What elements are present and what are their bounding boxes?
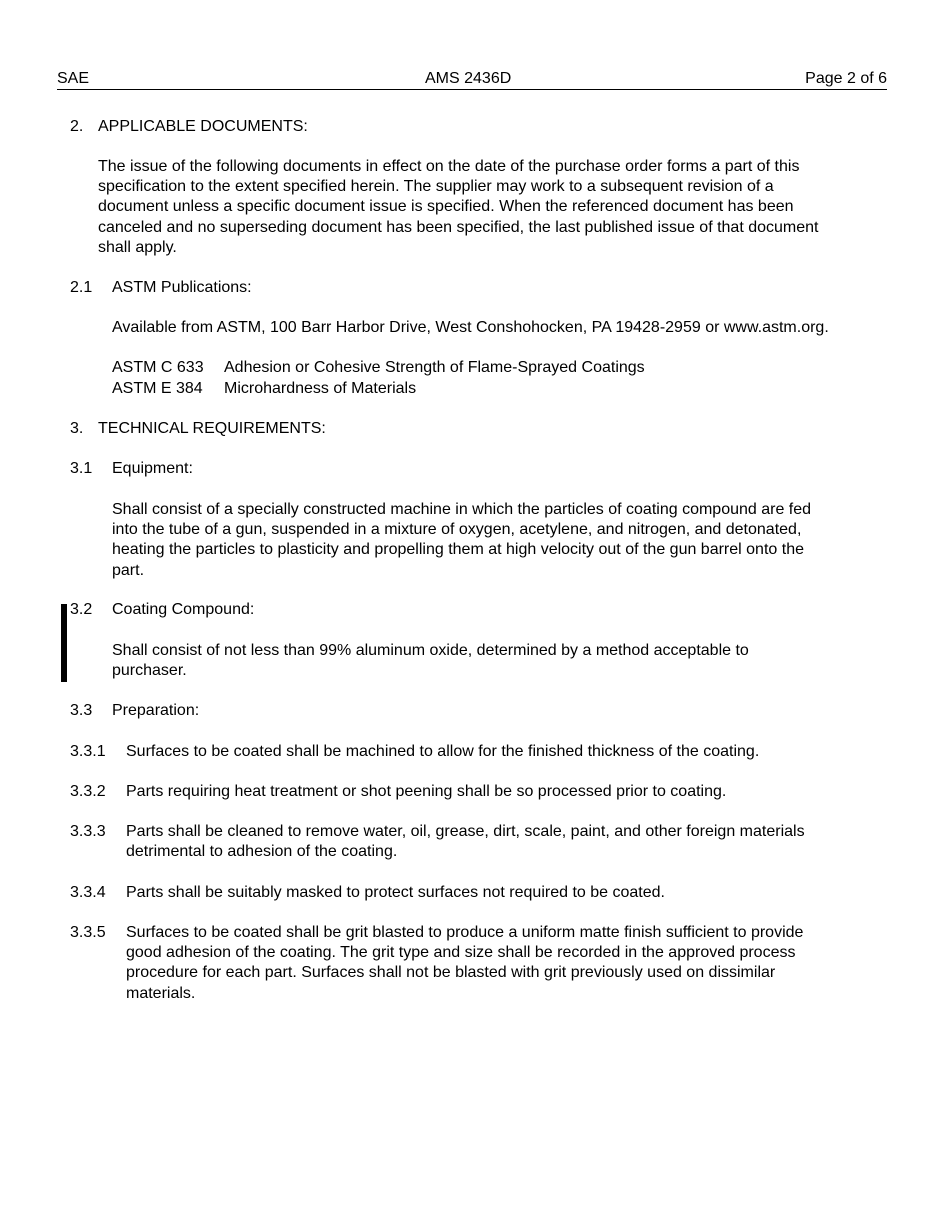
section-2-heading: APPLICABLE DOCUMENTS:	[98, 118, 308, 135]
astm-availability: Available from ASTM, 100 Barr Harbor Drive, West Conshohocken, PA 19428-2959 or www.astm.org.	[112, 319, 829, 336]
section-3-2-number: 3.2	[70, 601, 93, 618]
section-3-3-5-number: 3.3.5	[70, 924, 106, 941]
section-3-3-number: 3.3	[70, 702, 93, 719]
header-page-number: Page 2 of 6	[805, 70, 887, 87]
section-3-2-line: Shall consist of not less than 99% aluminum oxide, determined by a method acceptable to	[112, 642, 749, 659]
page-header	[57, 69, 887, 90]
section-3-3-2-line: Parts requiring heat treatment or shot peening shall be so processed prior to coating.	[126, 783, 727, 800]
section-3-3-3-line: detrimental to adhesion of the coating.	[126, 843, 398, 861]
section-3-3-4-number: 3.3.4	[70, 884, 106, 901]
section-2-line: document unless a specific document issue is specified. When the referenced document has been	[98, 198, 794, 216]
header-org: SAE	[57, 70, 90, 87]
section-3-2-body	[112, 641, 749, 681]
section-3-3-3-line: Parts shall be cleaned to remove water, oil, grease, dirt, scale, paint, and other foreign materials	[126, 823, 805, 840]
section-3-2-line: purchaser.	[112, 662, 187, 680]
section-3-1-line: into the tube of a gun, suspended in a mixture of oxygen, acetylene, and nitrogen, and detonated,	[112, 521, 802, 539]
section-3-3-heading: Preparation:	[112, 702, 200, 719]
section-3-3-1-body	[126, 742, 759, 762]
section-3-1-body	[112, 500, 811, 581]
section-3-3-3-number: 3.3.3	[70, 823, 106, 840]
reference-code: ASTM C 633	[112, 359, 204, 376]
header-doc-number: AMS 2436D	[425, 70, 512, 87]
revision-bar	[61, 604, 67, 682]
section-3-3-3-body	[126, 822, 805, 862]
section-3-3-1-line: Surfaces to be coated shall be machined to allow for the finished thickness of the coating.	[126, 743, 760, 760]
section-3-3-4-line: Parts shall be suitably masked to protect surfaces not required to be coated.	[126, 884, 665, 901]
section-3-3-5-line: Surfaces to be coated shall be grit blasted to produce a uniform matte finish sufficient to provide	[126, 924, 804, 941]
section-3-heading: TECHNICAL REQUIREMENTS:	[98, 420, 326, 437]
section-3-2-heading: Coating Compound:	[112, 601, 255, 618]
section-3-3-5-line: materials.	[126, 984, 196, 1002]
section-2-1-heading: ASTM Publications:	[112, 279, 252, 296]
section-3-3-4-body	[126, 883, 665, 903]
reference-title: Adhesion or Cohesive Strength of Flame-Sprayed Coatings	[224, 359, 645, 376]
section-3-1-number: 3.1	[70, 460, 93, 477]
section-2-line: canceled and no superseding document has been specified, the last published issue of that document	[98, 218, 819, 236]
section-3-3-2-body	[126, 782, 726, 802]
section-2-line: specification to the extent specified herein. The supplier may work to a subsequent revision of a	[98, 178, 774, 196]
section-3-1-line: heating the particles to plasticity and propelling them at high velocity out of the gun barrel onto the	[112, 541, 804, 559]
section-3-3-2-number: 3.3.2	[70, 783, 106, 800]
section-2-body	[98, 157, 818, 258]
section-3-number: 3.	[70, 420, 84, 437]
reference-title: Microhardness of Materials	[224, 380, 417, 397]
reference-code: ASTM E 384	[112, 380, 203, 397]
section-3-3-5-line: good adhesion of the coating. The grit type and size shall be recorded in the approved process	[126, 944, 796, 962]
section-3-3-5-body	[126, 923, 803, 1004]
section-2-line: The issue of the following documents in effect on the date of the purchase order forms a part of this	[98, 158, 800, 175]
section-3-1-heading: Equipment:	[112, 460, 193, 477]
section-3-1-line: Shall consist of a specially constructed machine in which the particles of coating compound are fed	[112, 501, 812, 518]
section-3-3-5-line: procedure for each part. Surfaces shall not be blasted with grit previously used on dissimilar	[126, 964, 776, 982]
section-2-line: shall apply.	[98, 238, 177, 256]
section-3-3-1-number: 3.3.1	[70, 743, 106, 760]
section-2-1-number: 2.1	[70, 279, 93, 296]
section-2-number: 2.	[70, 118, 84, 135]
section-3-1-line: part.	[112, 561, 145, 579]
